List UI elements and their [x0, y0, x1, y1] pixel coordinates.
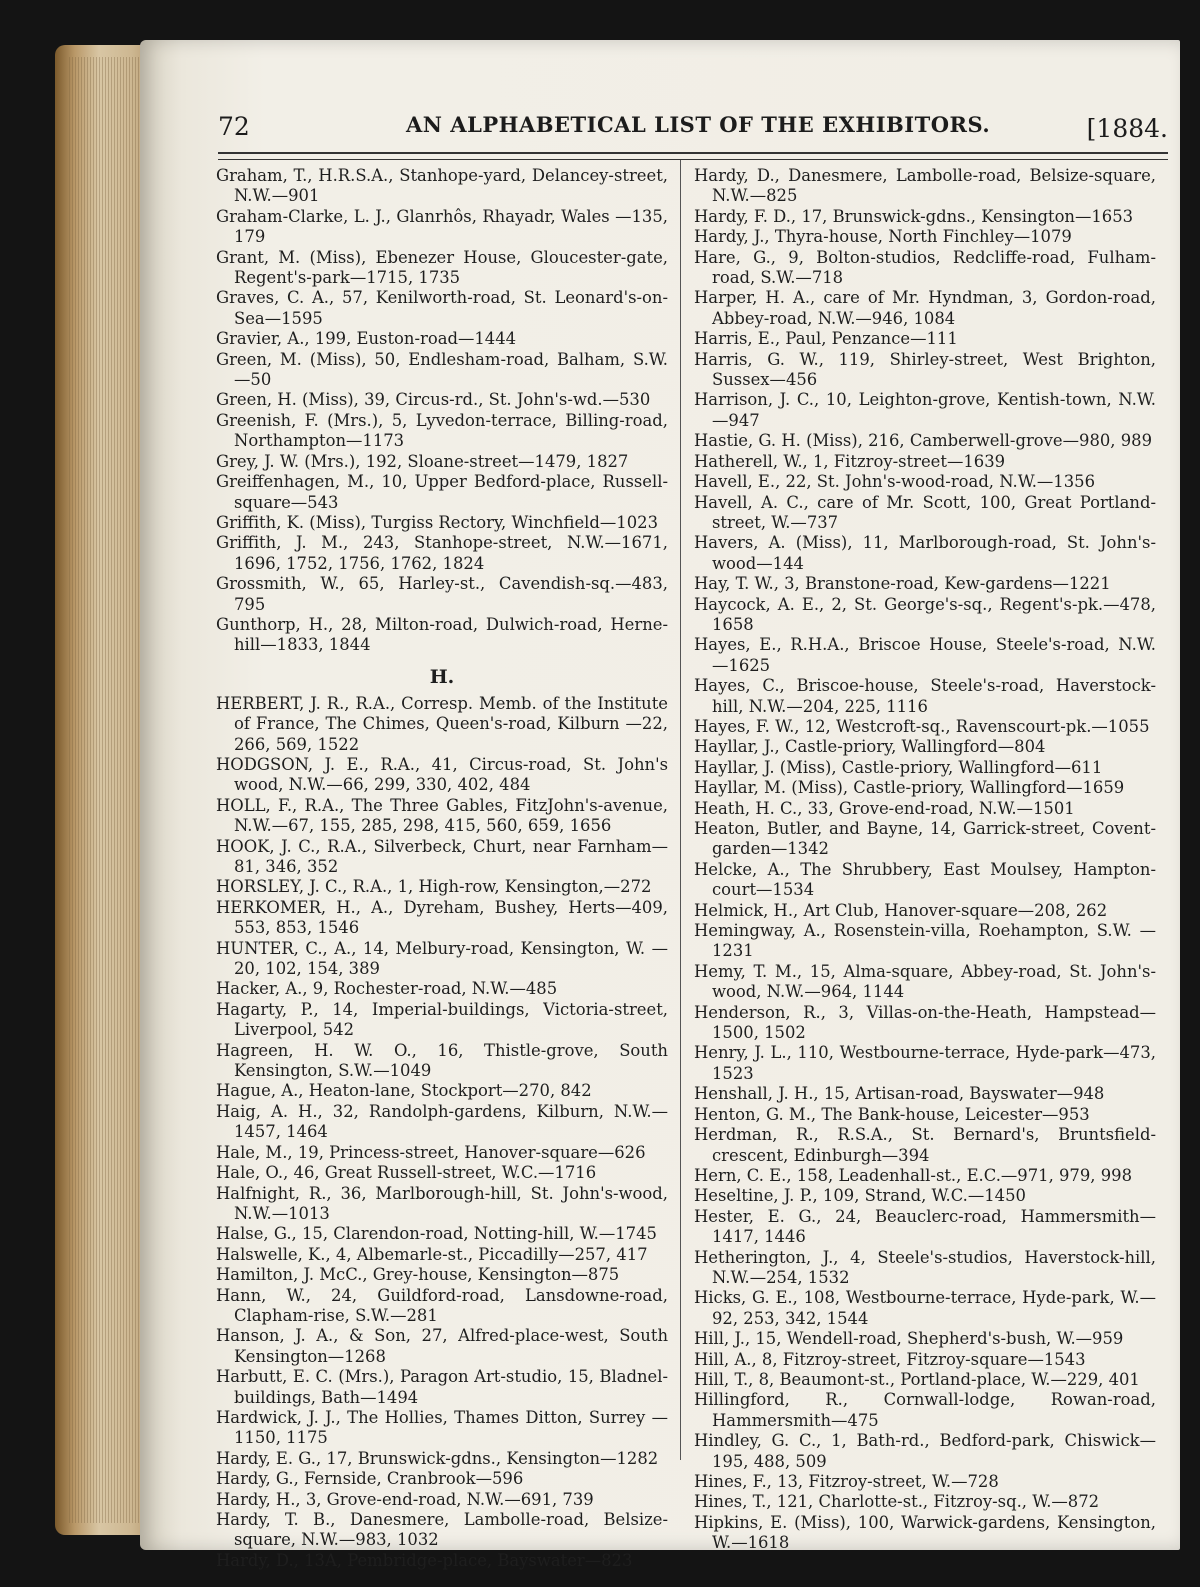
exhibitor-entry: Henshall, J. H., 15, Artisan-road, Bayswater—948	[694, 1084, 1105, 1104]
exhibitor-entry: Grey, J. W. (Mrs.), 192, Sloane-street—1479, 1827	[216, 451, 629, 471]
exhibitor-entry: Hayllar, J., Castle-priory, Wallingford—804	[694, 737, 1046, 757]
exhibitor-entry: Hayes, C., Briscoe-house, Steele's-road, Haverstock-hill, N.W.—204, 225, 1116	[694, 676, 1156, 716]
exhibitor-entry: Havell, E., 22, St. John's-wood-road, N.W.—1356	[694, 472, 1096, 492]
exhibitor-entry: Hare, G., 9, Bolton-studios, Redcliffe-road, Fulham-road, S.W.—718	[694, 247, 1156, 288]
exhibitor-entry: Haig, A. H., 32, Randolph-gardens, Kilburn, N.W.—1457, 1464	[216, 1101, 668, 1142]
exhibitor-entry: Hay, T. W., 3, Branstone-road, Kew-gardens—1221	[694, 574, 1111, 594]
exhibitor-entry: Hetherington, J., 4, Steele's-studios, Haverstock-hill, N.W.—254, 1532	[694, 1247, 1156, 1287]
exhibitor-entry: HERKOMER, H., A., Dyreham, Bushey, Herts—409, 553, 853, 1546	[216, 897, 668, 938]
exhibitor-entry: Henry, J. L., 110, Westbourne-terrace, Hyde-park—473, 1523	[694, 1043, 1156, 1083]
exhibitor-entry: Hemy, T. M., 15, Alma-square, Abbey-road, St. John's-wood, N.W.—964, 1144	[694, 961, 1156, 1002]
page-number: 72	[218, 112, 250, 141]
left-entries-before-heading	[216, 166, 668, 656]
exhibitor-entry: Hillingford, R., Cornwall-lodge, Rowan-road, Hammersmith—475	[694, 1390, 1156, 1430]
exhibitor-entry: Hines, T., 121, Charlotte-st., Fitzroy-sq., W.—872	[694, 1492, 1100, 1512]
exhibitor-entry: Havell, A. C., care of Mr. Scott, 100, Great Portland-street, W.—737	[694, 492, 1156, 532]
exhibitor-entry: Hemingway, A., Rosenstein-villa, Roehampton, S.W. —1231	[694, 921, 1156, 961]
exhibitor-entry: Hardy, D., 13A, Pembridge-place, Bayswater—823	[216, 1550, 633, 1570]
exhibitor-entry: Hipkins, E. (Miss), 100, Warwick-gardens, Kensington, W.—1618	[694, 1512, 1156, 1553]
exhibitor-entry: Hayllar, M. (Miss), Castle-priory, Wallingford—1659	[694, 778, 1125, 798]
exhibitor-entry: Hardy, E. G., 17, Brunswick-gdns., Kensington—1282	[216, 1448, 659, 1468]
exhibitor-entry: Gravier, A., 199, Euston-road—1444	[216, 329, 517, 349]
exhibitor-entry: Gunthorp, H., 28, Milton-road, Dulwich-road, Herne-hill—1833, 1844	[216, 614, 668, 655]
exhibitor-entry: Halfnight, R., 36, Marlborough-hill, St. John's-wood, N.W.—1013	[216, 1183, 668, 1223]
exhibitor-entry: Greenish, F. (Mrs.), 5, Lyvedon-terrace, Billing-road, Northampton—1173	[216, 410, 668, 451]
exhibitor-entry: HERBERT, J. R., R.A., Corresp. Memb. of the Institute of France, The Chimes, Queen's-road, Kilburn —22, 266, 569, 1522	[216, 693, 668, 754]
exhibitor-entry: HODGSON, J. E., R.A., 41, Circus-road, St. John's wood, N.W.—66, 299, 330, 402, 484	[216, 754, 668, 795]
exhibitor-entry: Harris, G. W., 119, Shirley-street, West Brighton, Sussex—456	[694, 349, 1156, 390]
exhibitor-entry: Hardy, J., Thyra-house, North Finchley—1079	[694, 227, 1072, 247]
exhibitor-entry: Grant, M. (Miss), Ebenezer House, Gloucester-gate, Regent's-park—1715, 1735	[216, 247, 668, 288]
exhibitor-entry: Harper, H. A., care of Mr. Hyndman, 3, Gordon-road, Abbey-road, N.W.—946, 1084	[694, 288, 1156, 328]
exhibitor-entry: Green, M. (Miss), 50, Endlesham-road, Balham, S.W. —50	[216, 349, 668, 390]
exhibitor-entry: Hann, W., 24, Guildford-road, Lansdowne-road, Clapham-rise, S.W.—281	[216, 1285, 668, 1325]
page-year: [1884.	[1086, 114, 1168, 143]
exhibitor-entry: Hastie, G. H. (Miss), 216, Camberwell-grove—980, 989	[694, 431, 1153, 451]
exhibitor-entry: Green, H. (Miss), 39, Circus-rd., St. John's-wd.—530	[216, 390, 651, 410]
exhibitor-entry: Hayes, E., R.H.A., Briscoe House, Steele's-road, N.W. —1625	[694, 635, 1156, 675]
exhibitor-entry: Hardy, T. B., Danesmere, Lambolle-road, Belsize-square, N.W.—983, 1032	[216, 1510, 668, 1550]
exhibitor-entry: Heath, H. C., 33, Grove-end-road, N.W.—1501	[694, 798, 1075, 818]
exhibitor-entry: Hindley, G. C., 1, Bath-rd., Bedford-park, Chiswick—195, 488, 509	[694, 1431, 1156, 1471]
exhibitor-entry: Heaton, Butler, and Bayne, 14, Garrick-street, Covent-garden—1342	[694, 819, 1156, 859]
exhibitor-entry: Hicks, G. E., 108, Westbourne-terrace, Hyde-park, W.—92, 253, 342, 1544	[694, 1288, 1156, 1328]
exhibitor-entry: Haycock, A. E., 2, St. George's-sq., Regent's-pk.—478, 1658	[694, 594, 1156, 634]
exhibitor-entry: Hacker, A., 9, Rochester-road, N.W.—485	[216, 979, 558, 999]
right-entries	[694, 166, 1156, 1554]
exhibitor-entry: Hines, F., 13, Fitzroy-street, W.—728	[694, 1472, 999, 1491]
exhibitor-entry: Havers, A. (Miss), 11, Marlborough-road, St. John's-wood—144	[694, 533, 1156, 573]
page-title: AN ALPHABETICAL LIST OF THE EXHIBITORS.	[406, 112, 991, 137]
exhibitor-entry: Halswelle, K., 4, Albemarle-st., Piccadilly—257, 417	[216, 1244, 648, 1264]
exhibitor-entry: Hardy, G., Fernside, Cranbrook—596	[216, 1469, 524, 1489]
exhibitor-entry: Hardy, D., Danesmere, Lambolle-road, Belsize-square, N.W.—825	[694, 166, 1156, 206]
exhibitor-entry: Graham-Clarke, L. J., Glanrhôs, Rhayadr, Wales —135, 179	[216, 206, 668, 247]
exhibitor-entry: Graves, C. A., 57, Kenilworth-road, St. Leonard's-on-Sea—1595	[216, 288, 668, 328]
exhibitor-entry: Hardwick, J. J., The Hollies, Thames Ditton, Surrey —1150, 1175	[216, 1407, 668, 1448]
exhibitor-entry: Hale, M., 19, Princess-street, Hanover-square—626	[216, 1142, 646, 1162]
exhibitor-entry: Heseltine, J. P., 109, Strand, W.C.—1450	[694, 1186, 1026, 1206]
exhibitor-entry: Hill, J., 15, Wendell-road, Shepherd's-bush, W.—959	[694, 1329, 1124, 1349]
header-rule	[218, 152, 1168, 160]
exhibitor-entry: HOOK, J. C., R.A., Silverbeck, Churt, near Farnham—81, 346, 352	[216, 836, 668, 876]
exhibitor-entry: Harbutt, E. C. (Mrs.), Paragon Art-studio, 15, Bladnel-buildings, Bath—1494	[216, 1367, 668, 1407]
exhibitor-entry: Hayllar, J. (Miss), Castle-priory, Wallingford—611	[694, 757, 1103, 777]
exhibitor-entry: Hamilton, J. McC., Grey-house, Kensington—875	[216, 1265, 620, 1285]
exhibitor-entry: Halse, G., 15, Clarendon-road, Notting-hill, W.—1745	[216, 1224, 657, 1244]
exhibitor-entry: Helcke, A., The Shrubbery, East Moulsey, Hampton-court—1534	[694, 859, 1156, 900]
exhibitor-entry: Hill, T., 8, Beaumont-st., Portland-place, W.—229, 401	[694, 1369, 1140, 1389]
exhibitor-entry: Griffith, K. (Miss), Turgiss Rectory, Winchfield—1023	[216, 512, 659, 532]
exhibitor-entry: Henton, G. M., The Bank-house, Leicester—953	[694, 1104, 1090, 1124]
exhibitor-entry: Hardy, F. D., 17, Brunswick-gdns., Kensington—1653	[694, 206, 1134, 226]
column-divider	[680, 160, 681, 1460]
exhibitor-entry: Harris, E., Paul, Penzance—111	[694, 329, 958, 349]
exhibitor-entry: Helmick, H., Art Club, Hanover-square—208, 262	[694, 900, 1108, 920]
exhibitor-entry: HOLL, F., R.A., The Three Gables, FitzJohn's-avenue, N.W.—67, 155, 285, 298, 415, 560, 659, 1656	[216, 795, 668, 836]
exhibitor-entry: Griffith, J. M., 243, Stanhope-street, N.W.—1671, 1696, 1752, 1756, 1762, 1824	[216, 533, 668, 573]
exhibitor-entry: HORSLEY, J. C., R.A., 1, High-row, Kensington,—272	[216, 877, 652, 897]
exhibitor-entry: Hagreen, H. W. O., 16, Thistle-grove, South Kensington, S.W.—1049	[216, 1040, 668, 1081]
exhibitor-entry: Greiffenhagen, M., 10, Upper Bedford-place, Russell-square—543	[216, 472, 668, 512]
right-column	[694, 166, 1156, 1554]
exhibitor-entry: Graham, T., H.R.S.A., Stanhope-yard, Delancey-street, N.W.—901	[216, 166, 668, 206]
exhibitor-entry: Hayes, F. W., 12, Westcroft-sq., Ravenscourt-pk.—1055	[694, 716, 1150, 736]
exhibitor-entry: Hanson, J. A., & Son, 27, Alfred-place-west, South Kensington—1268	[216, 1326, 668, 1366]
exhibitor-entry: Hern, C. E., 158, Leadenhall-st., E.C.—971, 979, 998	[694, 1165, 1132, 1185]
exhibitor-entry: Herdman, R., R.S.A., St. Bernard's, Bruntsfield-crescent, Edinburgh—394	[694, 1125, 1156, 1165]
exhibitor-entry: Grossmith, W., 65, Harley-st., Cavendish-sq.—483, 795	[216, 574, 668, 614]
exhibitor-entry: Hill, A., 8, Fitzroy-street, Fitzroy-square—1543	[694, 1349, 1086, 1369]
left-column	[216, 166, 668, 1571]
exhibitor-entry: HUNTER, C., A., 14, Melbury-road, Kensington, W. —20, 102, 154, 389	[216, 938, 668, 979]
exhibitor-entry: Hague, A., Heaton-lane, Stockport—270, 842	[216, 1081, 592, 1101]
exhibitor-entry: Harrison, J. C., 10, Leighton-grove, Kentish-town, N.W.—947	[694, 390, 1156, 430]
exhibitor-entry: Hardy, H., 3, Grove-end-road, N.W.—691, 739	[216, 1489, 594, 1509]
section-heading-h: H.	[429, 665, 455, 688]
exhibitor-entry: Hatherell, W., 1, Fitzroy-street—1639	[694, 451, 1006, 471]
page-header	[218, 110, 1168, 150]
exhibitor-entry: Hagarty, P., 14, Imperial-buildings, Victoria-street, Liverpool, 542	[216, 999, 668, 1040]
exhibitor-entry: Henderson, R., 3, Villas-on-the-Heath, Hampstead—1500, 1502	[694, 1002, 1156, 1043]
exhibitor-entry: Hale, O., 46, Great Russell-street, W.C.—1716	[216, 1163, 597, 1183]
left-entries-after-heading	[216, 694, 668, 1571]
exhibitor-entry: Hester, E. G., 24, Beauclerc-road, Hammersmith—1417, 1446	[694, 1206, 1156, 1247]
